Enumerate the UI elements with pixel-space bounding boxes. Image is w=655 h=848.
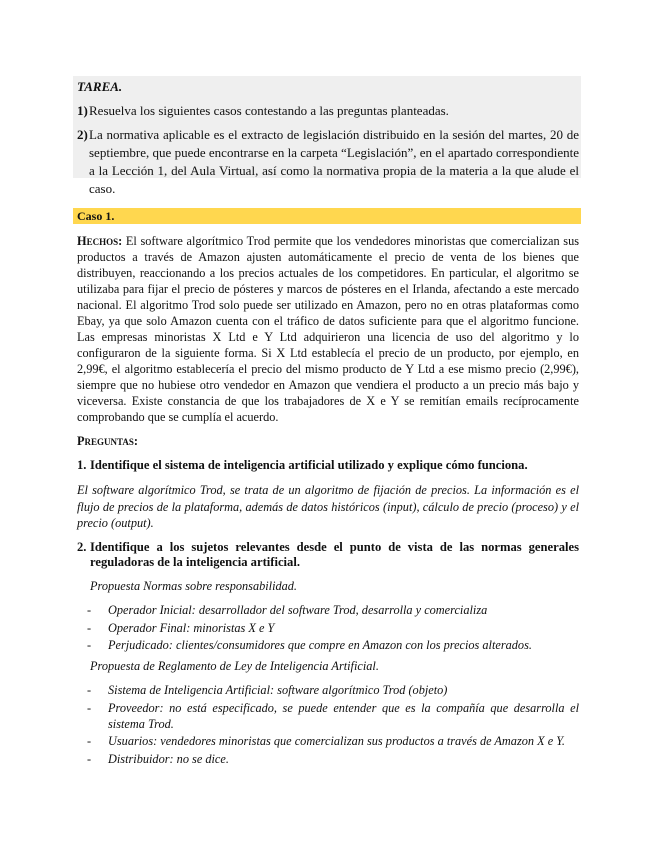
task-item-2 [77,126,579,198]
list-item [87,637,579,653]
list-item-text: Operador Final: minoristas X e Y [108,620,275,635]
question-2 [77,540,579,570]
list-item-text: Usuarios: vendedores minoristas que comercializan sus productos a través de Amazon X e Y. [108,734,566,748]
ai-regulation-list [87,682,579,768]
proposal-ai-regulation: Propuesta de Reglamento de Ley de Inteligencia Artificial. [90,659,379,673]
task-item-number: 1) [77,103,88,118]
list-item-text: Sistema de Inteligencia Artificial: software algorítmico Trod (objeto) [108,683,448,697]
bullet-dash: - [87,734,92,748]
bullet-dash: - [87,751,92,766]
question-text: Identifique el sistema de inteligencia artificial utilizado y explique cómo funciona. [90,458,528,472]
list-item [87,733,579,749]
case-title: Caso 1. [77,209,115,223]
task-item-text: Resuelva los siguientes casos contestando a las preguntas planteadas. [89,103,449,118]
list-item [87,602,579,618]
task-item-number: 2) [77,127,88,142]
answer-1: El software algorítmico Trod, se trata de un algoritmo de fijación de precios. La información es el flujo de precios de la plataforma, además de datos históricos (input), cálculo de precio (proceso) y el precio (output). [77,483,579,530]
list-item-text: Operador Inicial: desarrollador del software Trod, desarrolla y comercializa [108,603,488,617]
responsibility-list [87,602,579,655]
list-item-text: Distribuidor: no se dice. [108,751,229,766]
question-text: Identifique a los sujetos relevantes desde el punto de vista de las normas generales reguladoras de la inteligencia artificial. [90,540,579,569]
list-item-text: Perjudicado: clientes/consumidores que compre en Amazon con los precios alterados. [108,638,532,652]
question-number: 2. [77,540,87,554]
task-title: TAREA. [77,79,123,94]
bullet-dash: - [87,620,92,635]
list-item [87,620,579,636]
facts-paragraph [77,233,579,425]
list-item [87,682,579,698]
bullet-dash: - [87,603,92,617]
bullet-dash: - [87,700,92,715]
list-item [87,700,579,732]
proposal-responsibility: Propuesta Normas sobre responsabilidad. [90,579,298,593]
questions-heading: Preguntas: [77,434,138,448]
task-item-1 [77,102,579,120]
case-title-bar [73,208,581,224]
bullet-dash: - [87,683,92,697]
list-item [87,751,579,767]
facts-text: El software algorítmico Trod permite que los vendedores minoristas que comercializan sus productos a través de Amazon ajusten automáticamente el precio de venta de los bienes que distribuyen, reaccionando a los precios actuales de los competidores. En particular, el algoritmo se utilizaba para fijar el precio de pósteres y marcos de pósteres en el Irlanda, afectando a este mercado nacional. El algoritmo Trod solo puede ser utilizado en Amazon, pero no en otras plataformas como Ebay, ya que solo Amazon cuenta con el tráfico de datos suficiente para que el algoritmo funcione. Las empresas minoristas X Ltd e Y Ltd adquirieron una licencia de uso del algoritmo y lo configuraron de la siguiente forma. Si X Ltd establecía el precio de un producto, por ejemplo, en 2,99€, el algoritmo establecería el precio del mismo producto de Y Ltd a ese mismo precio (2,99€), siempre que no hubiese otro vendedor en Amazon que vendiera el producto a un precio más bajo y viceversa. Existe constancia de que los trabajadores de X e Y se remitían emails recíprocamente comprobando que se cumplía el acuerdo. [77,234,580,424]
facts-label: Hechos: [77,234,123,248]
bullet-dash: - [87,638,92,652]
list-item-text: Proveedor: no está especificado, se puede entender que es la compañía que desarrolla el sistema Trod. [108,700,579,731]
task-item-text: La normativa aplicable es el extracto de legislación distribuido en la sesión del martes, 20 de septiembre, que puede encontrarse en la carpeta “Legislación”, en el apartado correspondiente a la Lección 1, del Aula Virtual, así como la normativa propia de la materia a la que alude el caso. [89,127,579,196]
question-1 [77,458,579,473]
question-number: 1. [77,458,87,472]
